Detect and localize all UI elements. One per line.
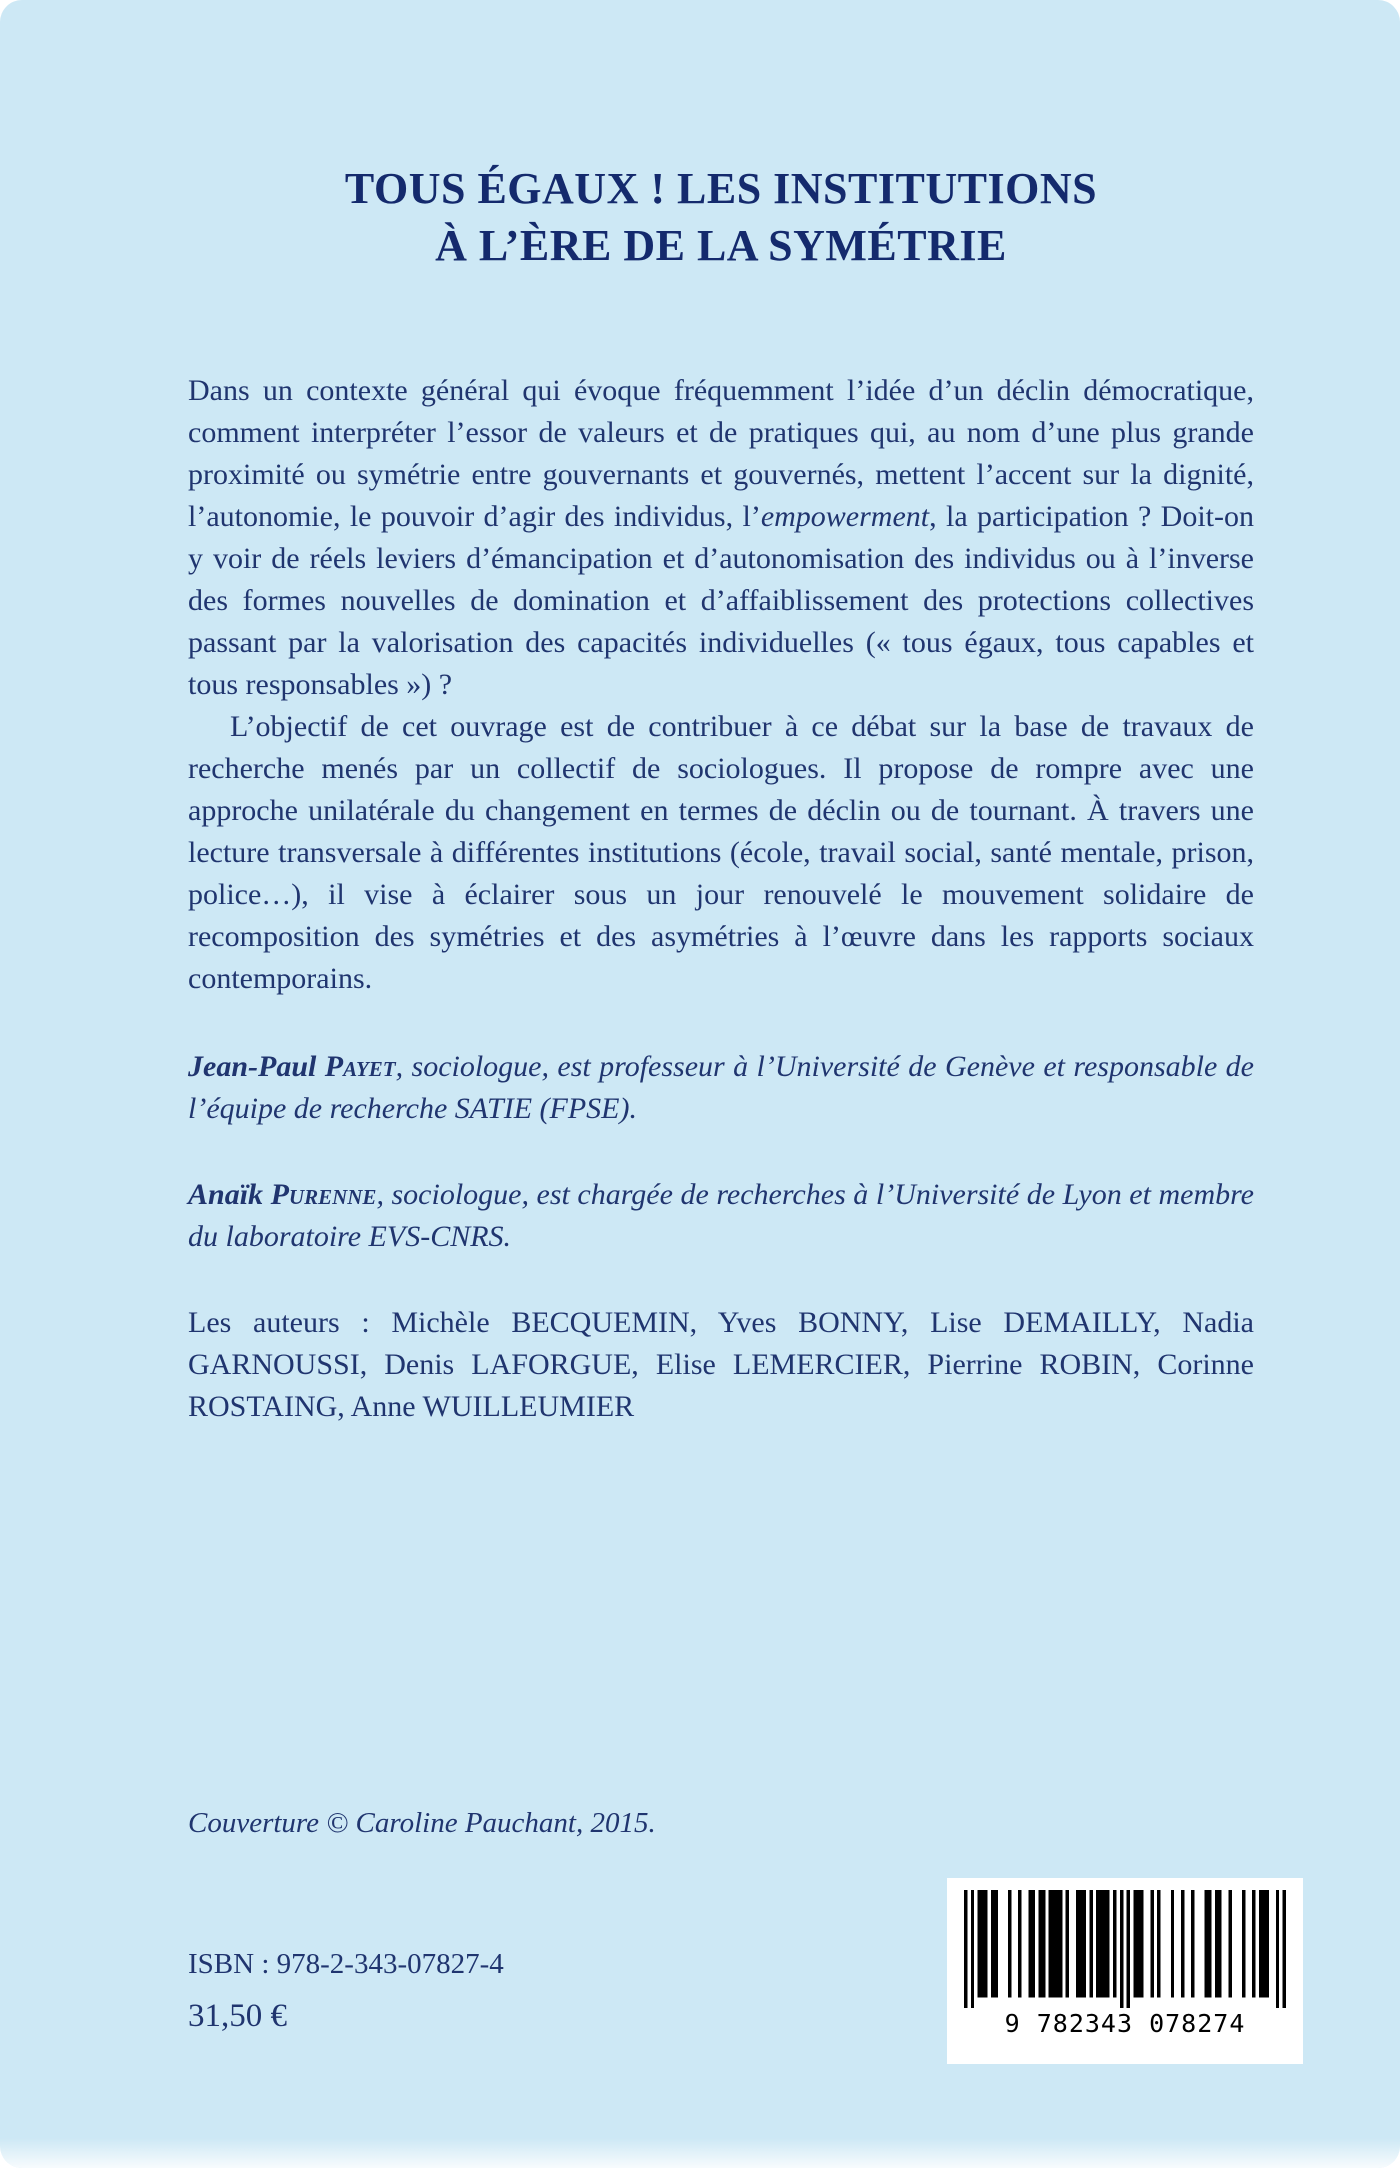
barcode-number: 9 782343 078274 — [1004, 2009, 1246, 2038]
author-name-payet — [188, 1050, 396, 1083]
author-firstname: Jean-Paul — [188, 1050, 325, 1084]
blurb-paragraph-1 — [188, 370, 1254, 706]
back-cover-blurb — [188, 370, 1254, 1000]
author-bio-text: , sociologue, est professeur à l’Université de Genève et responsable de l’équipe de recherche SATIE (FPSE). — [188, 1050, 1254, 1126]
cover-credit: Couverture © Caroline Pauchant, 2015. — [188, 1807, 656, 1840]
barcode-bars — [964, 1890, 1286, 2008]
book-title-line-2: À L’ÈRE DE LA SYMÉTRIE — [435, 221, 1007, 271]
barcode — [947, 1878, 1303, 2064]
isbn-text: ISBN : 978-2-343-07827-4 — [188, 1947, 504, 1980]
blurb-paragraph-2: L’objectif de cet ouvrage est de contribuer à ce débat sur la base de travaux de recherche menés par un collectif de sociologues. Il propose de rompre avec une approche unilatérale du changement en termes de déclin ou de tournant. À travers une lecture transversale à différentes institutions (école, travail social, santé mentale, prison, police…), il vise à éclairer sous un jour renouvelé le mouvement solidaire de recomposition des symétries et des asymétries à l’œuvre dans les rapports sociaux contemporains. — [188, 710, 1254, 996]
blurb-p1-italic-word: empowerment — [760, 500, 930, 534]
author-bio-payet — [188, 1046, 1254, 1130]
book-title-line-1: TOUS ÉGAUX ! LES INSTITUTIONS — [344, 164, 1098, 213]
blurb-p1-text-end: , la participation ? Doit-on y voir de réels leviers d’émancipation et d’autonomisation des individus ou à l’inverse des formes nouvelles de domination et d’affaiblissement des protections collectives passant par la valorisation des capacités individuelles (« tous égaux, tous capables et tous responsables ») ? — [188, 500, 1255, 702]
price-text: 31,50 € — [188, 1997, 287, 2034]
author-lastname: Payet — [324, 1050, 396, 1084]
author-firstname: Anaïk — [188, 1178, 271, 1212]
author-name-purenne — [188, 1178, 376, 1211]
book-title — [188, 160, 1254, 274]
authors-list: Les auteurs : Michèle BECQUEMIN, Yves BONNY, Lise DEMAILLY, Nadia GARNOUSSI, Denis LAFORGUE, Elise LEMERCIER, Pierrine ROBIN, Corinne ROSTAING, Anne WUILLEUMIER — [188, 1306, 1254, 1424]
author-lastname: Purenne — [270, 1178, 377, 1212]
author-bio-purenne — [188, 1174, 1254, 1258]
author-bio-text: , sociologue, est chargée de recherches à l’Université de Lyon et membre du laboratoire EVS-CNRS. — [188, 1178, 1254, 1254]
blurb-p1-text: Dans un contexte général qui évoque fréquemment l’idée d’un déclin démocratique, comment interpréter l’essor de valeurs et de pratiques qui, au nom d’une plus grande proximité ou symétrie entre gouvernants et gouvernés, mettent l’accent sur la dignité, l’autonomie, le pouvoir d’agir des individus, l’ — [188, 374, 1254, 534]
